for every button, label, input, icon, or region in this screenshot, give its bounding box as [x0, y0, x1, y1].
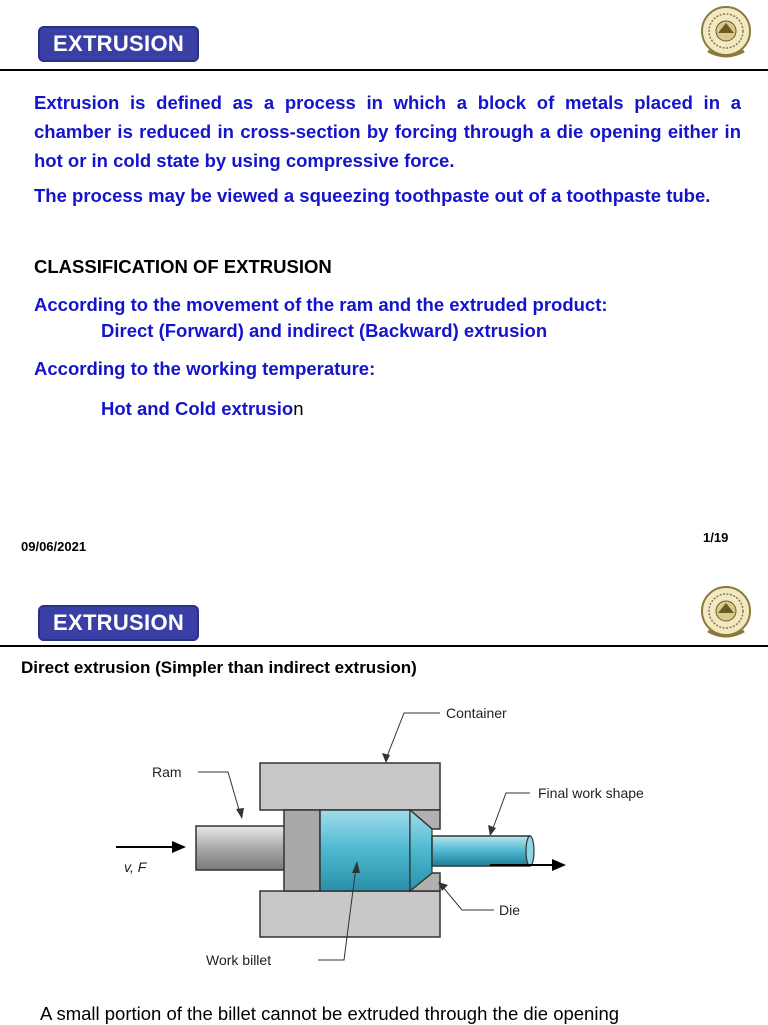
final-work-shape: [432, 836, 530, 866]
dummy-block: [284, 810, 320, 891]
criterion-temperature: According to the working temperature:: [34, 358, 376, 379]
bottom-note: A small portion of the billet cannot be extruded through the die opening: [40, 1003, 620, 1024]
temperature-detail-tail: n: [293, 398, 304, 419]
label-work-billet: Work billet: [206, 952, 272, 968]
criterion-movement: According to the movement of the ram and the extruded product:: [34, 294, 608, 315]
slide-date: 09/06/2021: [21, 539, 87, 554]
label-ram: Ram: [152, 764, 182, 780]
analogy-paragraph: The process may be viewed a squeezing toothpaste out of a toothpaste tube.: [34, 185, 711, 206]
direct-extrusion-heading: Direct extrusion (Simpler than indirect extrusion): [21, 658, 417, 677]
label-velocity-force: v, F: [124, 859, 147, 875]
label-final-work-shape: Final work shape: [538, 785, 644, 801]
page-number: 1/19: [703, 530, 729, 545]
temperature-detail-main: Hot and Cold extrusio: [101, 398, 294, 419]
definition-paragraph: Extrusion is defined as a process in which a block of metals placed in a chamber is reduced in cross-section by forcing through a die opening either in hot or in cold state by using compressive force.: [34, 92, 741, 171]
work-billet: [320, 810, 410, 891]
container-top: [260, 763, 440, 810]
label-container: Container: [446, 705, 507, 721]
slide-title-2: EXTRUSION: [38, 605, 199, 641]
criterion-temperature-detail: [101, 394, 741, 423]
classification-heading: CLASSIFICATION OF EXTRUSION: [34, 256, 332, 277]
title-divider: [0, 69, 768, 71]
slide-2: [0, 583, 768, 1024]
slide-title: EXTRUSION: [38, 26, 199, 62]
institute-seal-icon: [696, 583, 756, 643]
direct-extrusion-diagram: [0, 683, 768, 983]
institute-seal-icon: [696, 3, 756, 63]
title-divider-2: [0, 645, 768, 647]
criterion-movement-detail: Direct (Forward) and indirect (Backward) extrusion: [101, 320, 548, 341]
label-die: Die: [499, 902, 521, 918]
ram: [196, 826, 286, 870]
